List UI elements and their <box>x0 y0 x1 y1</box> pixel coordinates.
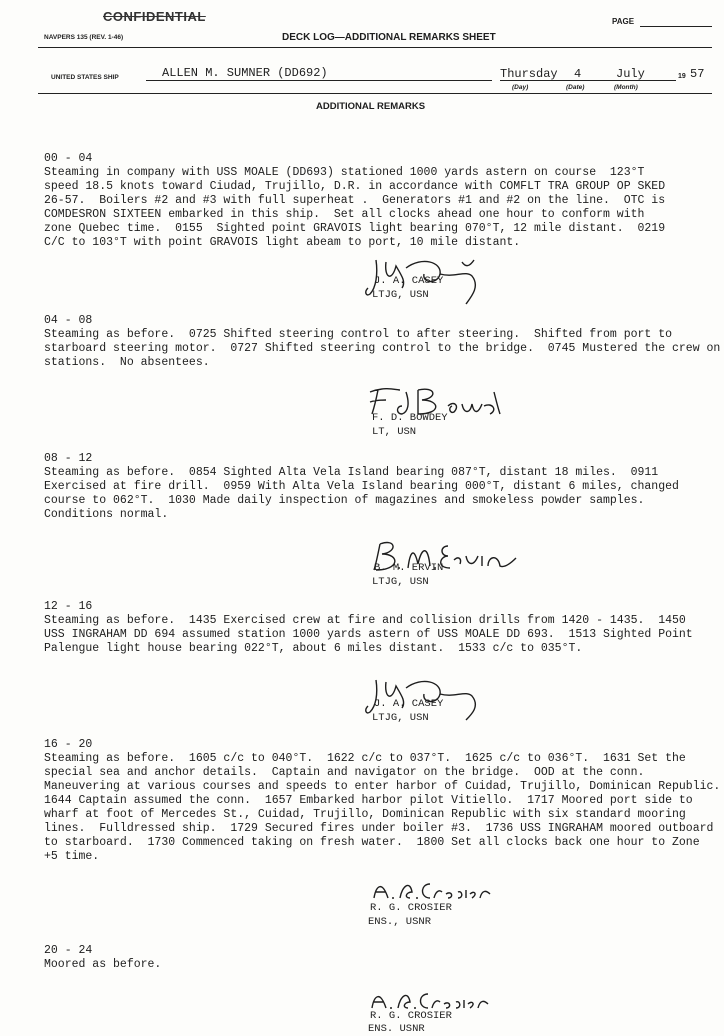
log-entry-text: Steaming as before. 1605 c/c to 040°T. 1622 c/c to 037°T. 1625 c/c to 036°T. 1631 Set the special sea and anchor details. Captain and navigator on the bridge. OOD at the conn. Maneuvering at various courses and speeds to enter harbor of Cuidad, Trujillo, Dominican Republic. 1644 Captain assumed the conn. 1657 Embarked harbor pilot Vitiello. 1717 Moored port side to wharf at foot of Mercedes St., Cuidad, Trujillo, Dominican Republic with six standard mooring lines. Fulldressed ship. 1729 Secured fires under boiler #3. 1736 USS INGRAHAM moored outboard to starboard. 1730 Commenced taking on fresh water. 1800 Set all clocks back one hour to Zone +5 time. <box>44 752 721 863</box>
log-entry-text: Moored as before. <box>44 958 162 971</box>
page-label: PAGE <box>612 17 635 26</box>
ship-name: ALLEN M. SUMNER (DD692) <box>162 66 328 80</box>
signer-rank: LT, USN <box>372 426 417 438</box>
form-number: NAVPERS 135 (REV. 1-46) <box>44 34 124 41</box>
date-caption: (Date) <box>566 84 585 91</box>
signature-crosier-1 <box>366 876 496 904</box>
watch-label: 12 - 16 <box>44 600 93 613</box>
page-title: DECK LOG—ADDITIONAL REMARKS SHEET <box>282 32 496 43</box>
signer-rank: ENS. USNR <box>368 1023 425 1035</box>
header-rule <box>38 47 712 48</box>
signer-name: F. D. BOWDEY <box>372 412 448 424</box>
month-caption: (Month) <box>614 84 638 91</box>
day-caption: (Day) <box>512 84 529 91</box>
log-entry-text: Steaming as before. 0725 Shifted steering control to after steering. Shifted from port to starboard steering motor. 0727 Shifted steering control to the bridge. 0745 Mustered the crew on stations. No absentees. <box>44 328 721 369</box>
signer-rank: LTJG, USN <box>372 289 429 301</box>
watch-label: 04 - 08 <box>44 314 93 327</box>
day-value: Thursday <box>500 67 558 81</box>
watch-label: 08 - 12 <box>44 452 93 465</box>
watch-label: 20 - 24 <box>44 944 93 957</box>
signer-rank: ENS., USNR <box>368 916 432 928</box>
log-entry-text: Steaming as before. 0854 Sighted Alta Vela Island bearing 087°T, distant 18 miles. 0911 Exercised at fire drill. 0959 With Alta Vela Island bearing 000°T, distant 6 miles, changed course to 062°T. 1030 Made daily inspection of magazines and smokeless powder samples. Conditions normal. <box>44 466 679 521</box>
signer-name: J. A. CASEY <box>374 275 444 287</box>
year-value: 57 <box>690 67 705 81</box>
signer-name: B. M. ERVIN <box>374 562 444 574</box>
signer-name: J. A. CASEY <box>374 698 444 710</box>
section-rule <box>38 93 712 94</box>
signer-name: R. G. CROSIER <box>370 902 452 914</box>
watch-label: 00 - 04 <box>44 152 93 165</box>
date-value: 4 <box>574 67 582 81</box>
signer-rank: LTJG, USN <box>372 576 429 588</box>
log-entry-text: Steaming as before. 1435 Exercised crew at fire and collision drills from 1420 - 1435. 1450 USS INGRAHAM DD 694 assumed station 1000 yards astern of USS MOALE DD 693. 1513 Sighted Point Palengue light house bearing 022°T, about 6 miles distant. 1533 c/c to 035°T. <box>44 614 693 655</box>
signer-rank: LTJG, USN <box>372 712 429 724</box>
signer-name: R. G. CROSIER <box>370 1010 452 1022</box>
page-number-line <box>640 26 712 27</box>
section-heading: ADDITIONAL REMARKS <box>316 101 426 112</box>
ship-label: UNITED STATES SHIP <box>51 74 119 81</box>
month-value: July <box>616 67 645 81</box>
classification-stamp: CONFIDENTIAL <box>103 9 206 24</box>
year-prefix: 19 <box>678 73 686 80</box>
watch-label: 16 - 20 <box>44 738 93 751</box>
log-entry-text: Steaming in company with USS MOALE (DD693) stationed 1000 yards astern on course 123°T speed 18.5 knots toward Ciudad, Trujillo, D.R. in accordance with COMFLT TRA GROUP OP SKED 26-57. Boilers #2 and #3 with full superheat . Generators #1 and #2 on the line. OTC is COMDESRON SIXTEEN embarked in this ship. Set all clocks ahead one hour to conform with zone Quebec time. 0155 Sighted point GRAVOIS light bearing 070°T, 12 mile distant. 0219 C/C to 103°T with point GRAVOIS light abeam to port, 10 mile distant. <box>44 166 666 249</box>
ship-name-line <box>146 80 492 81</box>
